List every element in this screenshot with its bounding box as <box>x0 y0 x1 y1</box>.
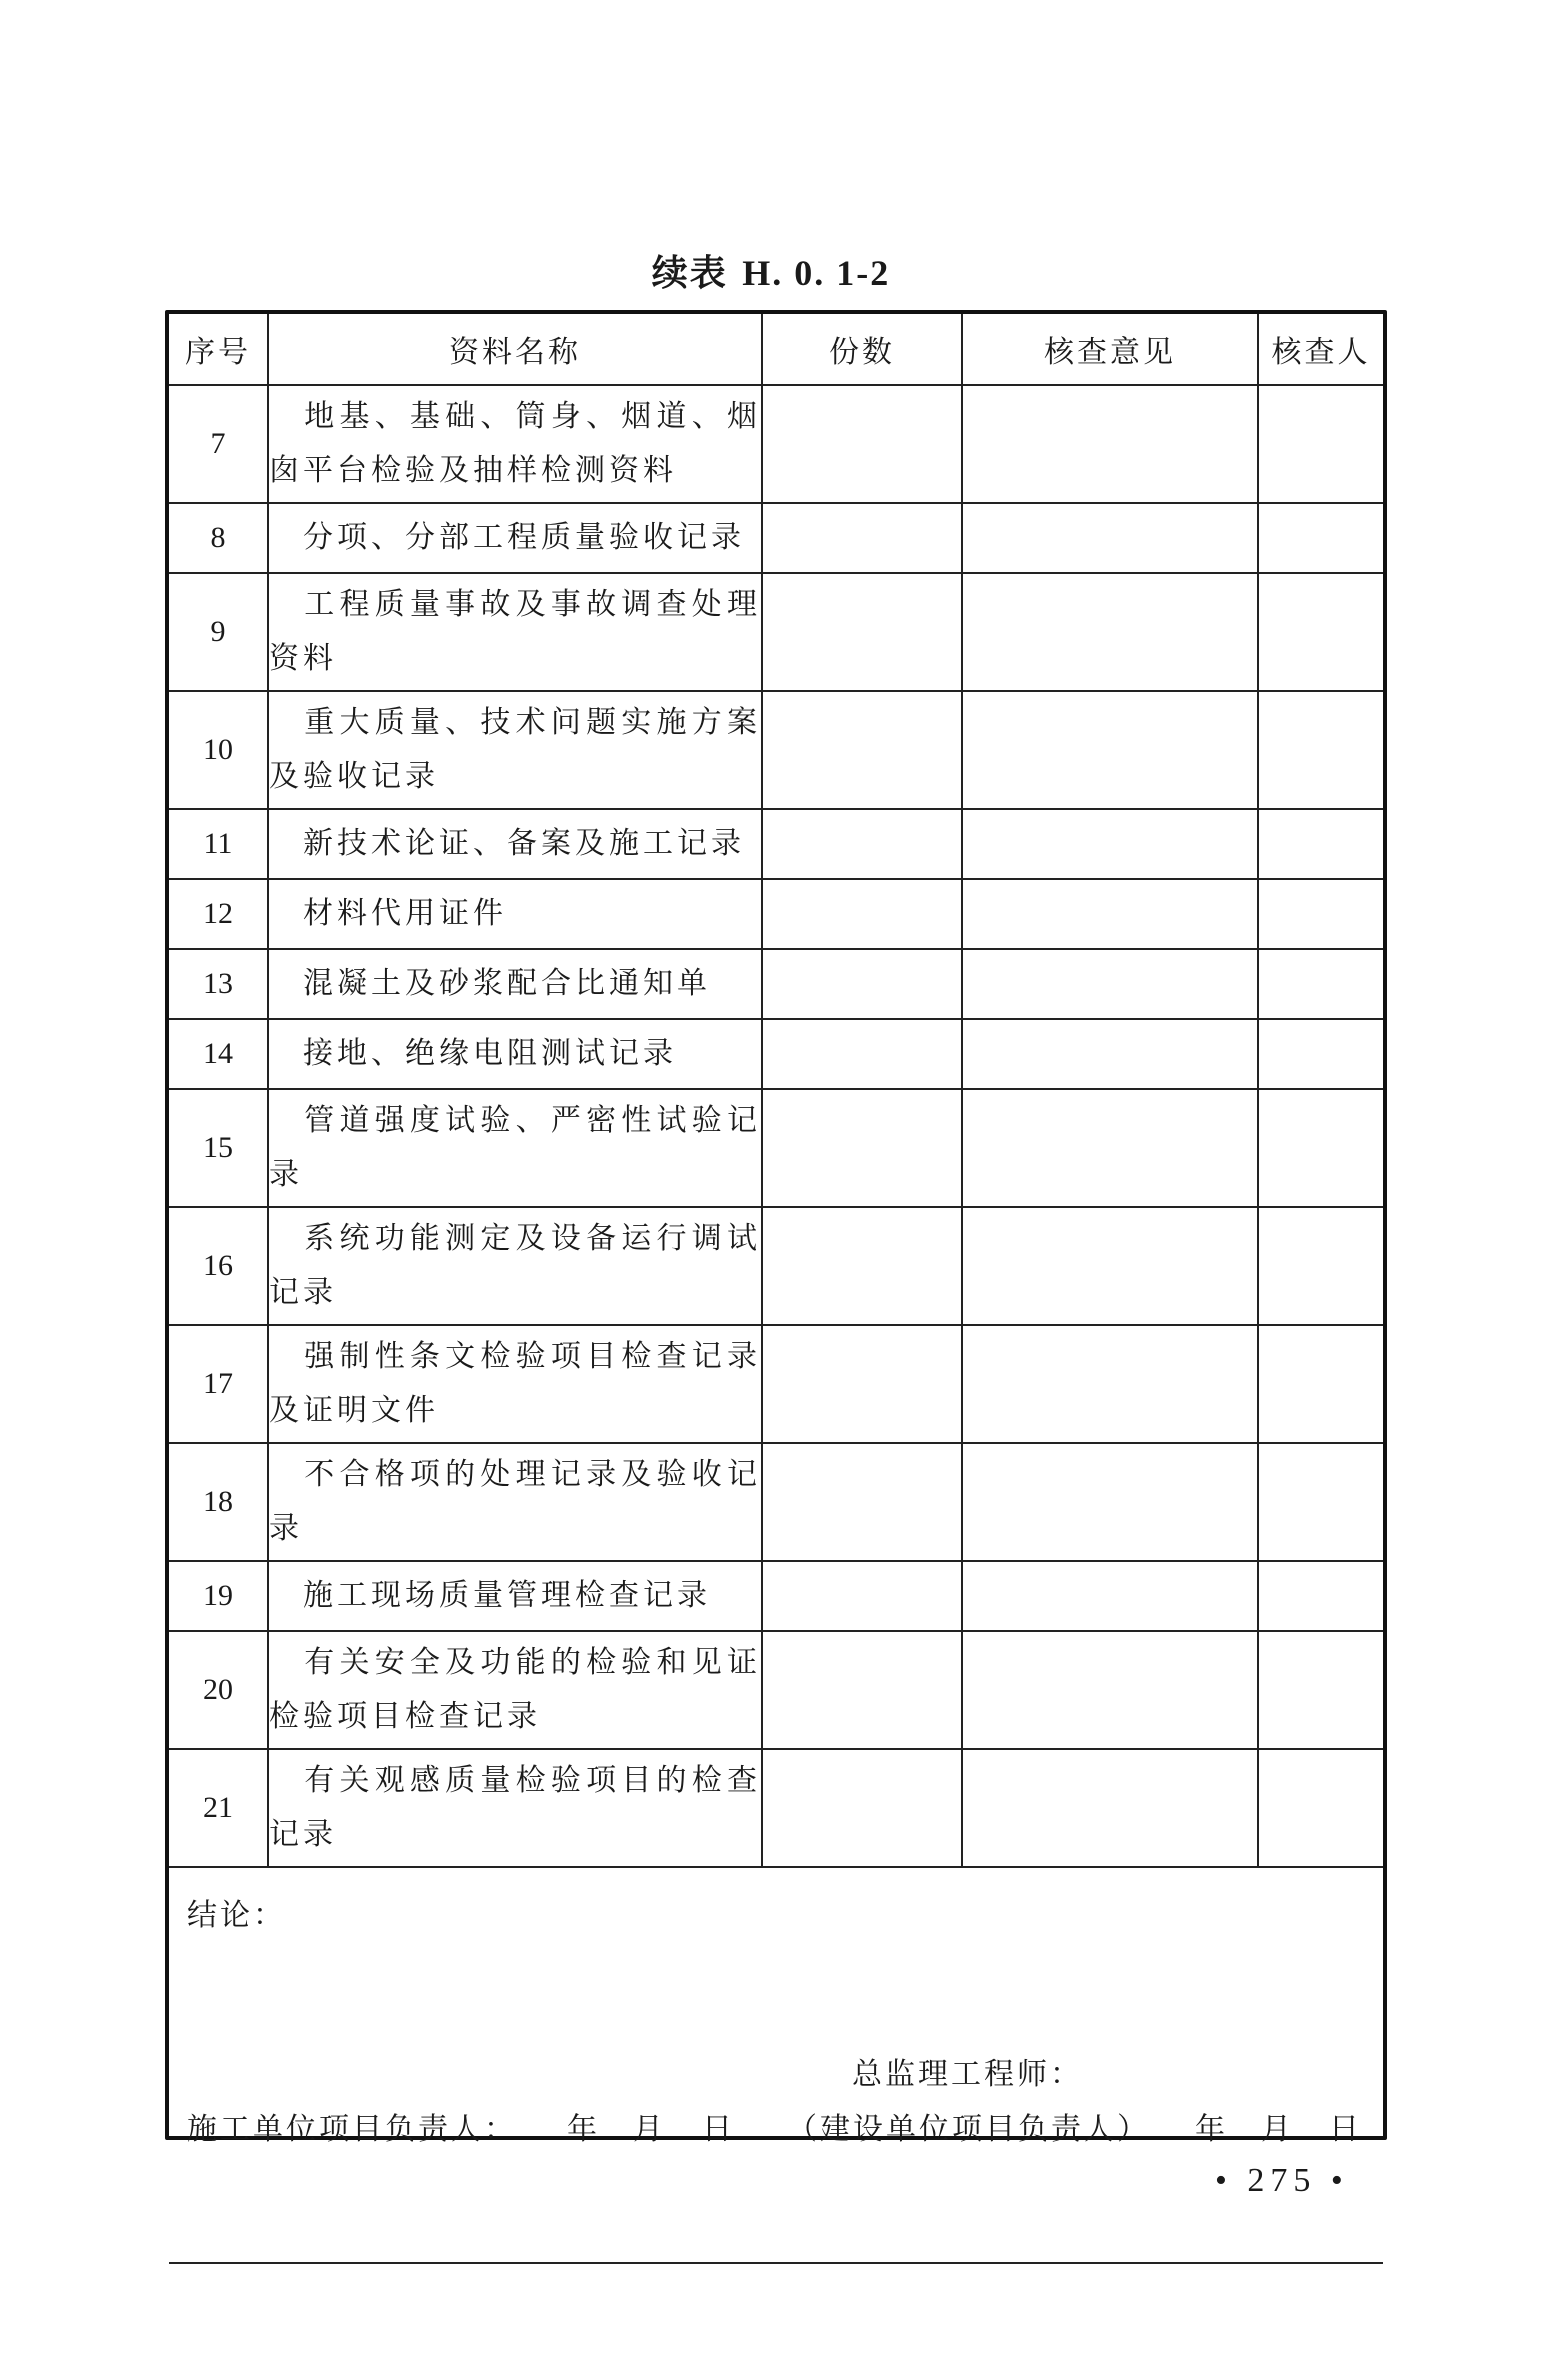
table-row <box>169 809 1383 879</box>
reviewer-cell[interactable] <box>1258 503 1383 573</box>
reviewer-cell[interactable] <box>1258 1561 1383 1631</box>
header-checker: 核查人 <box>1258 314 1383 385</box>
conclusion-label: 结论： <box>187 1898 286 1933</box>
row-number: 9 <box>169 573 268 691</box>
row-number: 20 <box>169 1631 268 1749</box>
conclusion-row <box>169 1867 1383 2263</box>
copies-cell[interactable] <box>762 385 962 503</box>
copies-cell[interactable] <box>762 503 962 573</box>
copies-cell[interactable] <box>762 879 962 949</box>
contractor-year: 年 <box>567 2112 600 2147</box>
reviewer-cell[interactable] <box>1258 1749 1383 1867</box>
document-name <box>268 809 762 879</box>
table-row <box>169 1749 1383 1867</box>
reviewer-cell[interactable] <box>1258 691 1383 809</box>
owner-label: （建设单位项目负责人） <box>787 2112 1150 2147</box>
table-row <box>169 1561 1383 1631</box>
reviewer-cell[interactable] <box>1258 1019 1383 1089</box>
title-code: H. 0. 1-2 <box>742 253 891 293</box>
table-row <box>169 1019 1383 1089</box>
document-name-text: 分项、分部工程质量验收记录 <box>303 520 745 555</box>
reviewer-cell[interactable] <box>1258 1443 1383 1561</box>
conclusion-section <box>169 1868 1383 2262</box>
review-opinion-cell[interactable] <box>962 809 1258 879</box>
document-name-text: 工程质量事故及事故调查处理资料 <box>269 587 761 676</box>
document-check-table <box>169 314 1383 2264</box>
document-name-text: 有关安全及功能的检验和见证检验项目检查记录 <box>269 1645 761 1734</box>
row-number: 19 <box>169 1561 268 1631</box>
reviewer-cell[interactable] <box>1258 809 1383 879</box>
document-name-text: 施工现场质量管理检查记录 <box>303 1578 711 1613</box>
reviewer-cell[interactable] <box>1258 879 1383 949</box>
review-opinion-cell[interactable] <box>962 1019 1258 1089</box>
document-name <box>268 949 762 1019</box>
title-prefix: 续表 <box>651 252 728 294</box>
table-row <box>169 1325 1383 1443</box>
document-name <box>268 1019 762 1089</box>
copies-cell[interactable] <box>762 1325 962 1443</box>
row-number: 21 <box>169 1749 268 1867</box>
contractor-day: 日 <box>702 2112 735 2147</box>
document-name-text: 管道强度试验、严密性试验记录 <box>269 1103 761 1192</box>
document-name <box>268 1561 762 1631</box>
document-name-text: 地基、基础、筒身、烟道、烟囱平台检验及抽样检测资料 <box>269 399 761 488</box>
table-row <box>169 949 1383 1019</box>
reviewer-cell[interactable] <box>1258 1207 1383 1325</box>
document-name-text: 接地、绝缘电阻测试记录 <box>303 1036 677 1071</box>
table-row <box>169 1089 1383 1207</box>
document-name-text: 材料代用证件 <box>303 896 507 931</box>
document-name <box>268 691 762 809</box>
copies-cell[interactable] <box>762 1207 962 1325</box>
row-number: 16 <box>169 1207 268 1325</box>
row-number: 11 <box>169 809 268 879</box>
table-row <box>169 1207 1383 1325</box>
reviewer-cell[interactable] <box>1258 1325 1383 1443</box>
chief-engineer-label: 总监理工程师： <box>852 2057 1083 2092</box>
review-opinion-cell[interactable] <box>962 1749 1258 1867</box>
reviewer-cell[interactable] <box>1258 1089 1383 1207</box>
copies-cell[interactable] <box>762 1561 962 1631</box>
row-number: 17 <box>169 1325 268 1443</box>
document-name-text: 强制性条文检验项目检查记录及证明文件 <box>269 1339 761 1428</box>
row-number: 15 <box>169 1089 268 1207</box>
owner-year: 年 <box>1195 2112 1228 2147</box>
table-row <box>169 503 1383 573</box>
document-name <box>268 1443 762 1561</box>
row-number: 8 <box>169 503 268 573</box>
review-opinion-cell[interactable] <box>962 691 1258 809</box>
document-name <box>268 573 762 691</box>
copies-cell[interactable] <box>762 1443 962 1561</box>
reviewer-cell[interactable] <box>1258 1631 1383 1749</box>
document-name <box>268 385 762 503</box>
check-table-frame <box>165 310 1387 2147</box>
document-name-text: 系统功能测定及设备运行调试记录 <box>269 1221 761 1310</box>
reviewer-cell[interactable] <box>1258 385 1383 503</box>
copies-cell[interactable] <box>762 573 962 691</box>
document-name <box>268 879 762 949</box>
row-number: 13 <box>169 949 268 1019</box>
row-number: 18 <box>169 1443 268 1561</box>
reviewer-cell[interactable] <box>1258 573 1383 691</box>
table-row <box>169 1443 1383 1561</box>
review-opinion-cell[interactable] <box>962 385 1258 503</box>
table-body <box>169 385 1383 1867</box>
row-number: 12 <box>169 879 268 949</box>
copies-cell[interactable] <box>762 1089 962 1207</box>
copies-cell[interactable] <box>762 1019 962 1089</box>
copies-cell[interactable] <box>762 949 962 1019</box>
copies-cell[interactable] <box>762 1749 962 1867</box>
review-opinion-cell[interactable] <box>962 573 1258 691</box>
review-opinion-cell[interactable] <box>962 1089 1258 1207</box>
document-name-text: 新技术论证、备案及施工记录 <box>303 826 745 861</box>
document-name <box>268 503 762 573</box>
table-row <box>169 1631 1383 1749</box>
review-opinion-cell[interactable] <box>962 1207 1258 1325</box>
row-number: 7 <box>169 385 268 503</box>
reviewer-cell[interactable] <box>1258 949 1383 1019</box>
review-opinion-cell[interactable] <box>962 949 1258 1019</box>
table-row <box>169 385 1383 503</box>
document-name <box>268 1631 762 1749</box>
document-name <box>268 1749 762 1867</box>
page-number: • 275 • <box>1215 2162 1349 2199</box>
review-opinion-cell[interactable] <box>962 879 1258 949</box>
header-no: 序号 <box>169 314 268 385</box>
header-opinion: 核查意见 <box>962 314 1258 385</box>
document-name-text: 不合格项的处理记录及验收记录 <box>269 1457 761 1546</box>
copies-cell[interactable] <box>762 691 962 809</box>
contractor-label: 施工单位项目负责人： <box>187 2112 517 2147</box>
owner-month: 月 <box>1261 2112 1294 2147</box>
table-row <box>169 691 1383 809</box>
row-number: 10 <box>169 691 268 809</box>
review-opinion-cell[interactable] <box>962 503 1258 573</box>
contractor-month: 月 <box>633 2112 666 2147</box>
header-name: 资料名称 <box>268 314 762 385</box>
document-name-text: 重大质量、技术问题实施方案及验收记录 <box>269 705 761 794</box>
table-row <box>169 573 1383 691</box>
document-name <box>268 1089 762 1207</box>
document-name <box>268 1325 762 1443</box>
header-count: 份数 <box>762 314 962 385</box>
document-name <box>268 1207 762 1325</box>
copies-cell[interactable] <box>762 1631 962 1749</box>
owner-day: 日 <box>1329 2112 1362 2147</box>
review-opinion-cell[interactable] <box>962 1631 1258 1749</box>
header-row <box>169 314 1383 385</box>
table-title <box>0 245 1542 296</box>
review-opinion-cell[interactable] <box>962 1561 1258 1631</box>
document-name-text: 有关观感质量检验项目的检查记录 <box>269 1763 761 1852</box>
row-number: 14 <box>169 1019 268 1089</box>
review-opinion-cell[interactable] <box>962 1443 1258 1561</box>
review-opinion-cell[interactable] <box>962 1325 1258 1443</box>
copies-cell[interactable] <box>762 809 962 879</box>
table-row <box>169 879 1383 949</box>
document-name-text: 混凝土及砂浆配合比通知单 <box>303 966 711 1001</box>
